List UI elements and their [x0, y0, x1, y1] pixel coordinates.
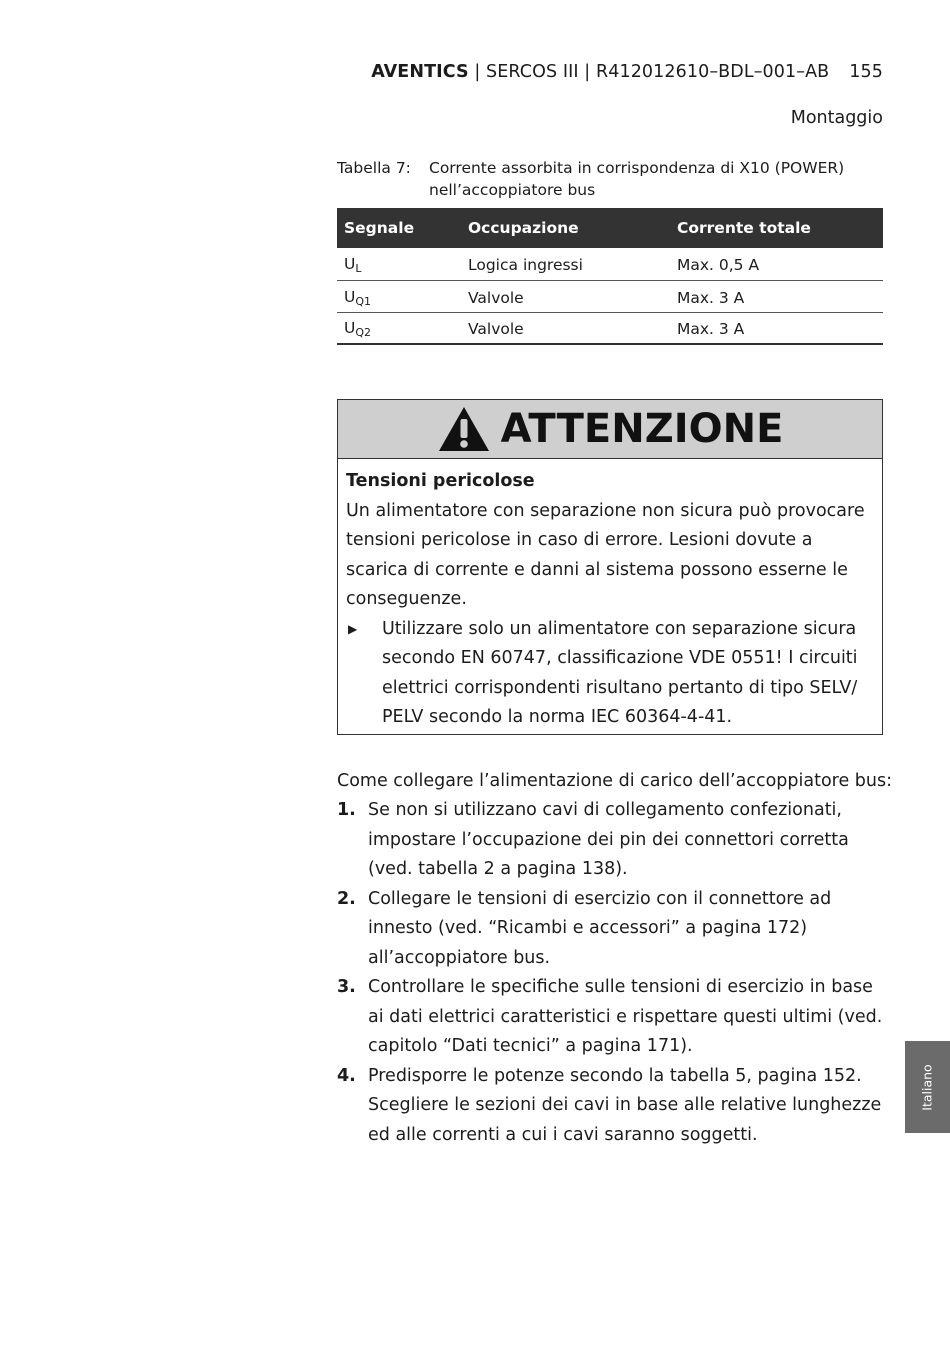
- current-cell: Max. 0,5 A: [670, 248, 883, 280]
- warning-action-text: Utilizzare solo un alimentatore con separazione sicura secondo EN 60747, classificazione VDE 0551! I circuiti elettrici corrispondenti risultano pertanto di tipo SELV/ PELV secondo la norma IEC 60364-4-41.: [382, 618, 858, 727]
- table-caption-label: Tabella 7:: [337, 159, 411, 177]
- table-row: [337, 248, 883, 280]
- signal-cell: [337, 248, 461, 280]
- step-text: Collegare le tensioni di esercizio con il connettore ad innesto (ved. “Ricambi e accessori” a pagina 172) all’accoppiatore bus.: [368, 888, 832, 968]
- list-item: [337, 973, 885, 1062]
- section-title: Montaggio: [790, 108, 883, 128]
- current-cell: Max. 3 A: [670, 312, 883, 344]
- warning-action: [346, 615, 872, 733]
- table-row: [337, 312, 883, 344]
- signal-symbol: U: [344, 287, 356, 306]
- language-tab: [905, 1041, 950, 1133]
- signal-subscript: Q1: [355, 294, 372, 308]
- step-text: Predisporre le potenze secondo la tabella 5, pagina 152. Scegliere le sezioni dei cavi in base alle relative lunghezze ed alle correnti a cui i cavi saranno soggetti.: [368, 1065, 882, 1145]
- brand-name: AVENTICS: [371, 62, 469, 82]
- page-number: 155: [849, 62, 883, 82]
- step-number: 2.: [337, 888, 356, 909]
- warning-title: ATTENZIONE: [500, 406, 784, 452]
- step-number: 4.: [337, 1065, 356, 1086]
- document-reference: | SERCOS III | R412012610–BDL–001–AB: [468, 62, 830, 82]
- column-header-occupation: Occupazione: [461, 208, 670, 248]
- occupation-cell: Logica ingressi: [461, 248, 670, 280]
- step-number: 3.: [337, 977, 356, 997]
- signal-cell: [337, 312, 461, 344]
- table-header-row: [337, 208, 883, 248]
- warning-header: [338, 400, 882, 459]
- column-header-current: Corrente totale: [670, 208, 883, 248]
- current-cell: Max. 3 A: [670, 280, 883, 312]
- current-table: [337, 208, 883, 345]
- instruction-steps: [337, 796, 885, 1150]
- signal-subscript: L: [355, 262, 362, 276]
- table-caption: [337, 157, 883, 201]
- step-number: 1.: [337, 800, 356, 820]
- page-header: [371, 62, 883, 82]
- table-caption-text: Corrente assorbita in corrispondenza di X10 (POWER) nell’accoppiatore bus: [429, 159, 845, 199]
- occupation-cell: Valvole: [461, 280, 670, 312]
- table-row: [337, 280, 883, 312]
- signal-subscript: Q2: [355, 326, 372, 340]
- signal-symbol: U: [344, 319, 356, 338]
- list-item: [337, 1062, 885, 1151]
- warning-text: Un alimentatore con separazione non sicura può provocare tensioni pericolose in caso di errore. Lesioni dovute a scarica di corrente e danni al sistema possono esserne le conseguenze.: [346, 500, 865, 609]
- list-item: [337, 796, 885, 885]
- warning-box: [337, 399, 883, 735]
- warning-heading: Tensioni pericolose: [346, 471, 535, 491]
- bullet-arrow-icon: ▶: [348, 621, 358, 636]
- step-text: Se non si utilizzano cavi di collegamento confezionati, impostare l’occupazione dei pin dei connettori corretta (ved. tabella 2 a pagina 138).: [368, 800, 849, 879]
- warning-triangle-icon: [437, 405, 491, 453]
- occupation-cell: Valvole: [461, 312, 670, 344]
- language-tab-label: Italiano: [920, 1063, 935, 1111]
- column-header-signal: Segnale: [337, 208, 461, 248]
- signal-symbol: U: [344, 255, 356, 274]
- step-text: Controllare le specifiche sulle tensioni di esercizio in base ai dati elettrici caratteristici e rispettare questi ultimi (ved. capitolo “Dati tecnici” a pagina 171).: [368, 977, 883, 1056]
- instructions-intro: Come collegare l’alimentazione di carico dell’accoppiatore bus:: [337, 771, 893, 791]
- list-item: [337, 885, 885, 974]
- signal-cell: [337, 280, 461, 312]
- warning-body: [338, 459, 882, 733]
